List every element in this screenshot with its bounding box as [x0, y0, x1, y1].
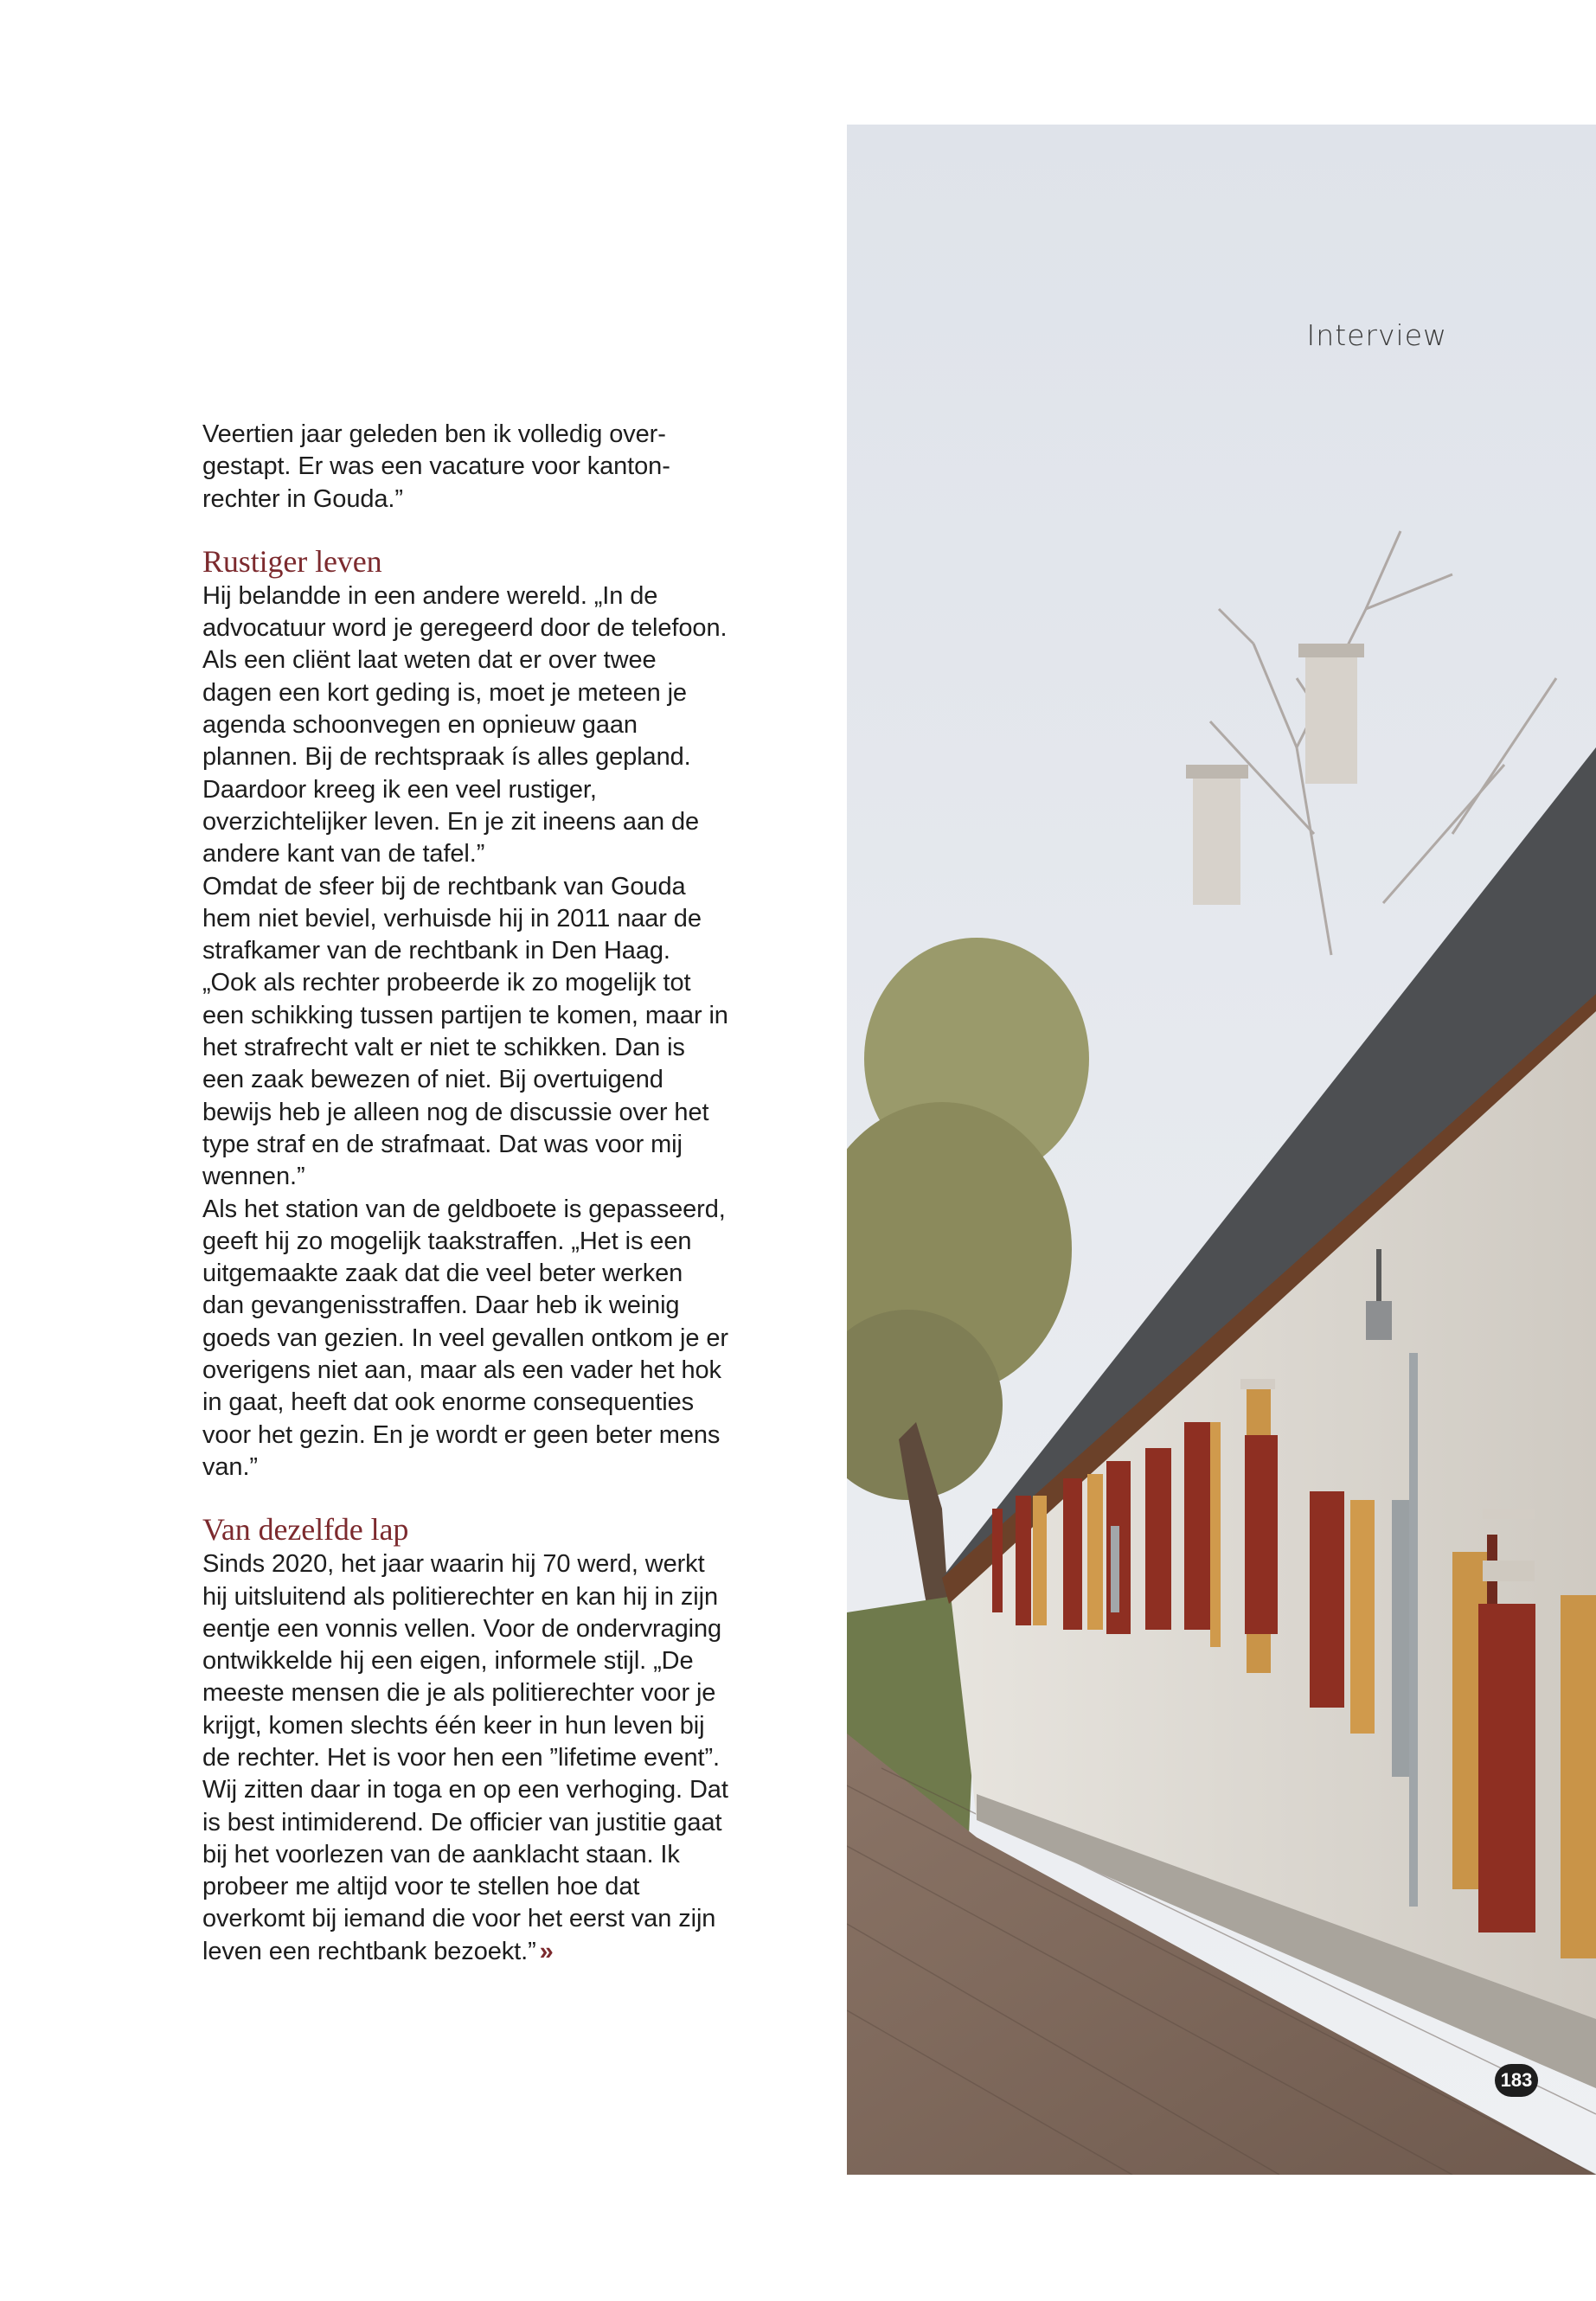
- section-heading-van-dezelfde-lap: Van dezelfde lap: [202, 1512, 409, 1548]
- photo-barracks-row: [847, 125, 1596, 2175]
- intro-paragraph: Veertien jaar geleden ben ik volledig overgestapt. Er was een vacature voor kantonrechter in Gouda.”: [202, 420, 670, 513]
- body-paragraph: Als het station van de geldboete is gepasseerd, geeft hij zo mogelijk taakstraffen. „Het is een uitgemaakte zaak dat die veel beter werken dan gevangenisstraffen. Daar heb ik weinig goeds van gezien. In veel gevallen ontkom je er overigens niet aan, maar als een vader het hok in gaat, heeft dat ook enorme consequenties voor het gezin. En je wordt er geen beter mens van.”: [202, 1195, 728, 1481]
- page-number-badge: 183: [1495, 2064, 1538, 2097]
- section-label: Interview: [1306, 318, 1447, 352]
- section-heading-rustiger-leven: Rustiger leven: [202, 543, 382, 579]
- double-chevron-right-icon: »: [539, 1937, 548, 1965]
- body-paragraph: Hij belandde in een andere wereld. „In de advocatuur word je geregeerd door de telefoon. Als een cliënt laat weten dat er over twee dagen een kort geding is, moet je meteen je agenda schoonvegen en opnieuw gaan plannen. Bij de rechtspraak ís alles gepland. Daardoor kreeg ik een veel rustiger, overzichtelijker leven. En je zit ineens aan de andere kant van de tafel.”: [202, 581, 727, 868]
- body-paragraph-final: [202, 1548, 730, 1968]
- body-paragraph: Omdat de sfeer bij de rechtbank van Gouda hem niet beviel, verhuisde hij in 2011 naar de strafkamer van de rechtbank in Den Haag. „Ook als rechter probeerde ik zo mogelijk tot een schikking tussen partijen te komen, maar in het strafrecht valt er niet te schikken. Dan is een zaak bewezen of niet. Bij overtuigend bewijs heb je alleen nog de discussie over het type straf en de strafmaat. Dat was voor mij wennen.”: [202, 872, 728, 1191]
- body-paragraph-text: Sinds 2020, het jaar waarin hij 70 werd, werkt hij uitsluitend als politierechter en kan hij in zijn eentje een vonnis vellen. Voor de ondervraging ontwikkelde hij een eigen, informele stijl. „De meeste mensen die je als politierechter voor je krijgt, komen slechts één keer in hun leven bij de rechter. Het is voor hen een ”lifetime event”. Wij zitten daar in toga en op een verhoging. Dat is best intimiderend. De officier van justitie gaat bij het voorlezen van de aanklacht staan. Ik probeer me altijd voor te stellen hoe dat overkomt bij iemand die voor het eerst van zijn leven een rechtbank bezoekt.”: [202, 1550, 728, 1965]
- article-column: [202, 419, 730, 1968]
